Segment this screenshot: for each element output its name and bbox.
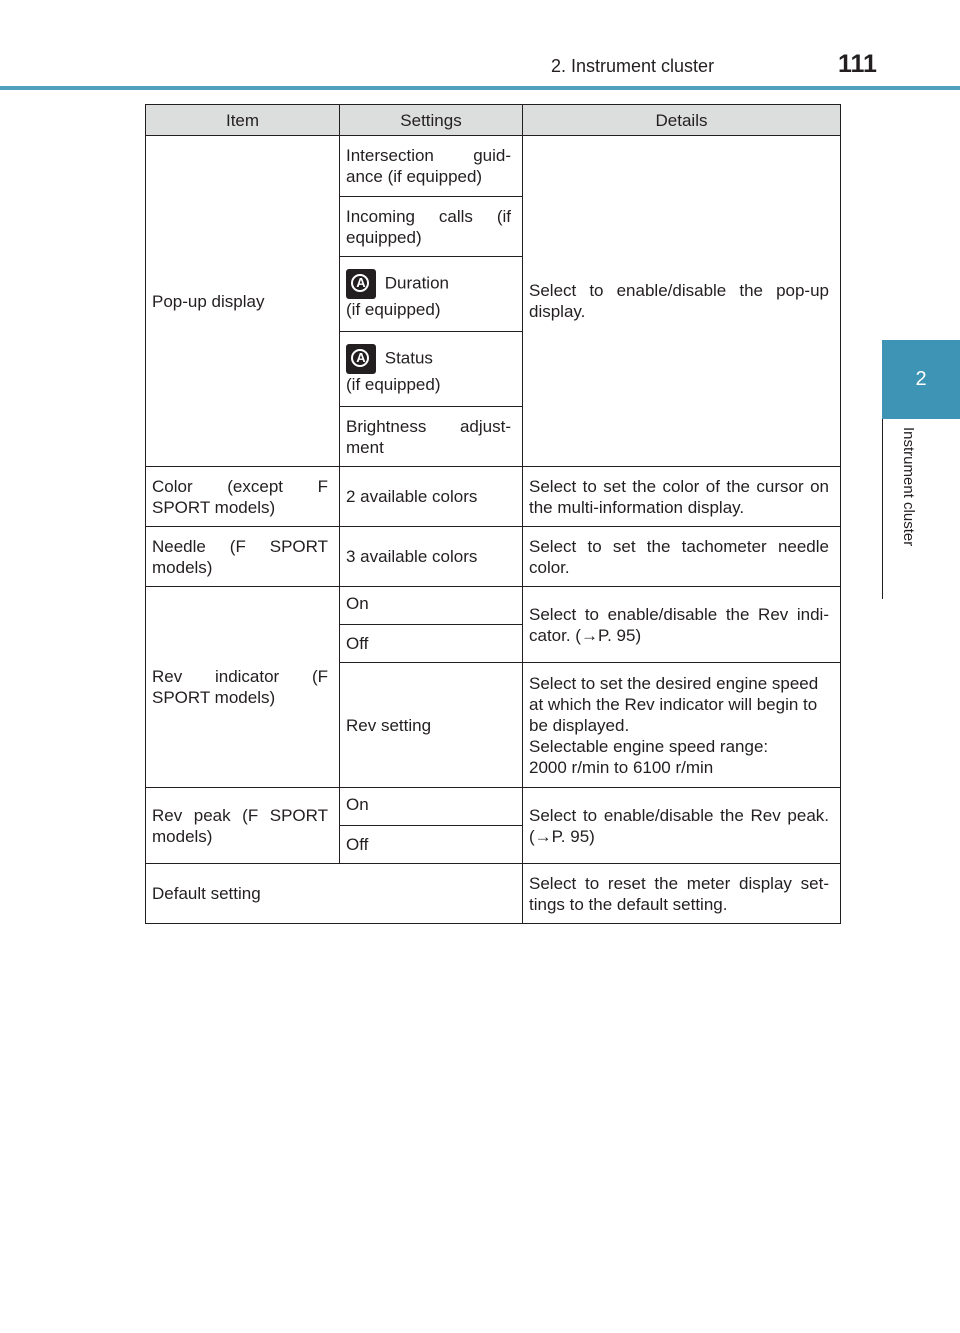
setting-brightness-adjustment: Brightness adjust-ment [340,407,523,467]
setting-duration-note: (if equipped) [346,299,441,319]
setting-rev-peak-off: Off [340,826,523,864]
setting-duration [340,257,523,332]
setting-needle-colors: 3 available colors [340,527,523,587]
chapter-label: Instrument cluster [900,427,917,547]
table-row [146,587,841,625]
table-header-row [146,105,841,136]
setting-duration-label: Duration [384,272,449,292]
section-title: 2. Instrument cluster [551,56,715,76]
setting-intersection-guidance: Intersection guid-ance (if equipped) [340,136,523,197]
a-circle-icon: A [346,269,376,299]
rev-range-value: 2000 r/min to 6100 r/min [529,757,714,777]
setting-rev-indicator-off: Off [340,625,523,663]
details-needle: Select to set the tachometer needle color. [523,527,841,587]
item-popup-display: Pop-up display [146,136,340,467]
details-popup-display: Select to enable/disable the pop-up display. [523,136,841,467]
col-header-settings: Settings [340,105,523,136]
table-row [146,467,841,527]
setting-status [340,332,523,407]
settings-table [145,104,841,924]
rev-range-label: Selectable engine speed range: [529,736,769,756]
item-needle: Needle (F SPORT models) [146,527,340,587]
table-row [146,864,841,924]
col-header-item: Item [146,105,340,136]
details-default-setting: Select to reset the meter display set-tings to the default setting. [523,864,841,924]
details-rev-peak: Select to enable/disable the Rev peak. (→P. 95) [523,788,841,864]
setting-rev-setting: Rev setting [340,663,523,788]
setting-rev-indicator-on: On [340,587,523,625]
rev-setting-description: Select to set the desired engine speed at which the Rev indicator will begin to be displayed. [529,673,819,735]
header-rule [0,86,960,90]
chapter-tab [882,340,960,419]
setting-status-label: Status [384,347,433,367]
item-default-setting: Default setting [146,864,523,924]
item-color: Color (except F SPORT models) [146,467,340,527]
details-rev-setting [523,663,841,788]
item-rev-peak: Rev peak (F SPORT models) [146,788,340,864]
page-number: 111 [838,50,877,78]
table-row [146,527,841,587]
setting-rev-peak-on: On [340,788,523,826]
chapter-number: 2 [915,368,927,390]
chapter-divider [882,419,883,599]
item-rev-indicator: Rev indicator (F SPORT models) [146,587,340,788]
setting-available-colors: 2 available colors [340,467,523,527]
table-row [146,136,841,197]
details-color: Select to set the color of the cursor on the multi-information display. [523,467,841,527]
table-row [146,788,841,826]
setting-status-note: (if equipped) [346,374,441,394]
details-rev-indicator-onoff: Select to enable/disable the Rev indi-cator. (→P. 95) [523,587,841,663]
a-circle-icon: A [346,344,376,374]
setting-incoming-calls: Incoming calls (if equipped) [340,197,523,257]
col-header-details: Details [523,105,841,136]
